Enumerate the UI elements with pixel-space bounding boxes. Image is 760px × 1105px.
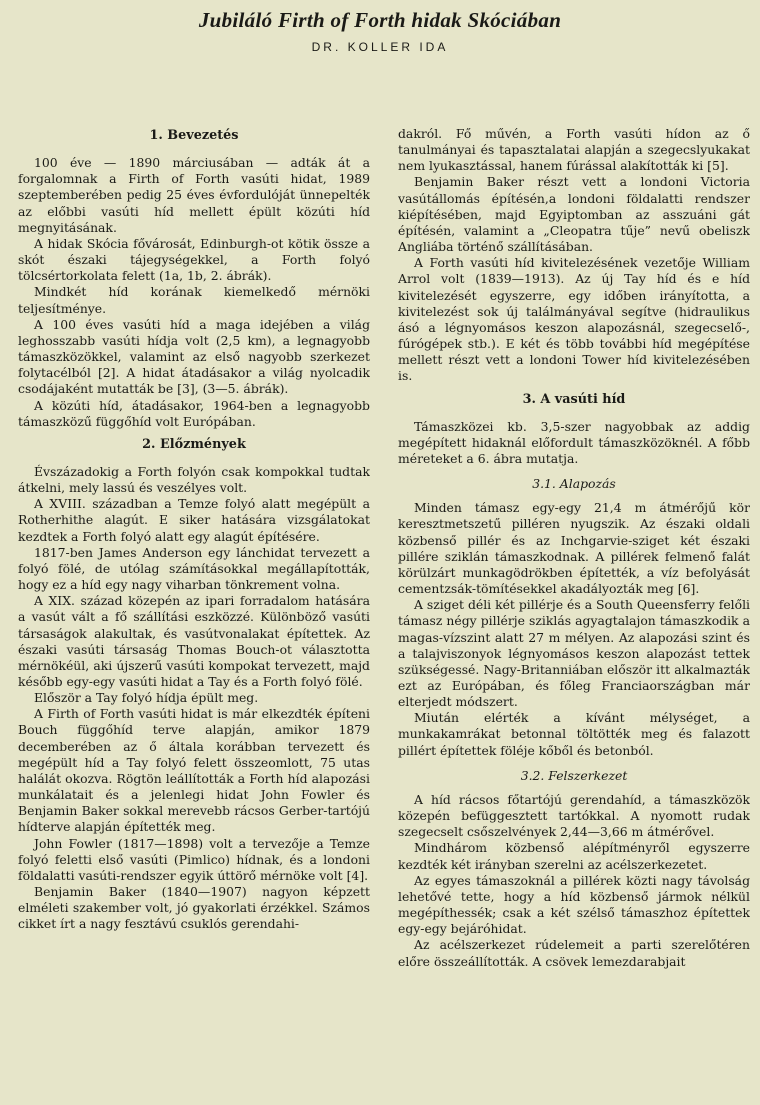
paragraph: A XIX. század közepén az ipari forradalom hatására a vasút vált a fő szállítási eszközzé. Különböző vasúti társaságok alakultak, és vasútvonalakat építettek. Az északi vasúti társaság Thomas Bouch-ot választotta mérnökéül, aki újszerű vasúti kompokat tervezett, majd később egy-egy vasúti hidat a Tay és a Forth folyó fölé.	[18, 593, 370, 689]
section-heading: 3. A vasúti híd	[522, 391, 626, 407]
left-column	[18, 128, 370, 1096]
paragraph: A XVIII. században a Temze folyó alatt megépült a Rotherhithe alagút. E siker hatására vizsgálatokat kezdtek a Forth folyó alatt egy alagút építésére.	[18, 496, 370, 544]
subsection-heading: 3.2. Felszerkezet	[520, 767, 628, 783]
paragraph: Támaszközei kb. 3,5-szer nagyobbak az addig megépített hidaknál előfordult támaszközöknél. A főbb méreteket a 6. ábra mutatja.	[398, 418, 750, 466]
section-heading: 2. Előzmények	[142, 436, 246, 452]
paragraph: Benjamin Baker részt vett a londoni Victoria vasútállomás építésén,a londoni földalatti rendszer kiépítésében, majd Egyiptomban az asszuáni gát építésén, valamint a „Cleopatra tűje” nevű obeliszk Angliába történő szállításában.	[398, 174, 750, 255]
paragraph: Évszázadokig a Forth folyón csak kompokkal tudtak átkelni, mely lassú és veszélyes volt.	[18, 463, 370, 496]
paragraph: A sziget déli két pillérje és a South Queensferry felőli támasz négy pillérje sziklás agyagtalajon támaszkodik a magas-vízszint alatt 27 m mélyen. Az alapozási szint és a talajviszonyok légnyomásos keszon alapozást tettek szükségessé. Nagy-Britanniában először itt alkalmazták ezt az Európában, és főleg Franciaországban már elterjedt módszert.	[398, 597, 750, 710]
paragraph: A közúti híd, átadásakor, 1964-ben a legnagyobb támaszközű függőhíd volt Európában.	[18, 397, 370, 429]
paragraph: Először a Tay folyó hídja épült meg.	[34, 690, 259, 706]
paragraph: 1817-ben James Anderson egy lánchidat tervezett a folyó fölé, de utólag számításokkal megállapították, hogy ez a híd egy nagy viharban tönkrement volna.	[18, 544, 370, 593]
paragraph: Mindkét híd korának kiemelkedő mérnöki teljesítménye.	[18, 284, 370, 316]
paragraph: Az egyes támaszoknál a pillérek közti nagy távolság lehetővé tette, hogy a híd közbenső jármok nélkül megépíthessék; csak a két szélső támaszhoz építettek egy-egy bejáróhidat.	[398, 872, 750, 937]
paragraph: John Fowler (1817—1898) volt a tervezője a Temze folyó feletti első vasúti (Pimlico) hídnak, és a londoni földalatti vasúti-rendszer egyik úttörő mérnöke volt [4].	[18, 835, 370, 883]
section-heading: 1. Bevezetés	[149, 128, 239, 143]
paragraph: Miután elérték a kívánt mélységet, a munkakamrákat betonnal töltötték meg és falazott pillért építettek föléje kőből és betonból.	[398, 710, 750, 758]
paragraph: Mindhárom közbenső alépítményről egyszerre kezdték két irányban szerelni az acélszerkezetet.	[398, 840, 750, 872]
article-title: Jubiláló Firth of Forth hidak Skóciában	[198, 8, 562, 32]
subsection-heading: 3.1. Alapozás	[532, 476, 616, 492]
paragraph: A Firth of Forth vasúti hidat is már elkezdték építeni Bouch függőhíd terve alapján, amikor 1879 decemberében az ő általa korábban tervezett és megépült híd a Tay folyó felett összeomlott, 75 utas halálát okozva. Rögtön leállították a Forth híd alapozási munkálatait és a jelenlegi hidat John Fowler és Benjamin Baker sokkal merevebb rácsos Gerber-tartójú hídterve alapján építették meg.	[18, 706, 370, 835]
paragraph: Minden támasz egy-egy 21,4 m átmérőjű kör keresztmetszetű pilléren nyugszik. Az északi oldali közbenső pillér és az Inchgarvie-sziget két északi pillére sziklán támaszkodnak. A pillérek felmenő falát körülzárt munkagödrökben építették, a víz befolyását cementzsák-tömítésekkel akadályozták meg [6].	[398, 500, 750, 597]
paragraph: 100 éve — 1890 márciusában — adták át a forgalomnak a Firth of Forth vasúti hidat, 1989 szeptemberében pedig 25 éves évfordulóját ünnepelték az előbbi vasúti híd mellett épült közúti híd megnyitásának.	[18, 155, 370, 235]
paragraph: A hidak Skócia fővárosát, Edinburgh-ot kötik össze a skót északi tájegységekkel, a Forth folyó tölcsértorkolata felett (1a, 1b, 2. ábrák).	[18, 235, 370, 284]
paragraph: Az acélszerkezet rúdelemeit a parti szerelőtéren előre összeállították. A csövek lemezdarabjait	[398, 937, 750, 969]
paragraph: dakról. Fő művén, a Forth vasúti hídon az ő tanulmányai és tapasztalatai alapján a szegecslyukakat nem lyukasztással, hanem fúrással alakították ki [5].	[398, 126, 750, 174]
article-author: DR. KOLLER IDA	[311, 40, 449, 54]
paragraph: Benjamin Baker (1840—1907) nagyon képzett elméleti szakember volt, jó gyakorlati érzékkel. Számos cikket írt a nagy fesztávú csuklós gerendahi-	[18, 884, 370, 932]
paragraph: A 100 éves vasúti híd a maga idejében a világ leghosszabb vasúti hídja volt (2,5 km), a legnagyobb támaszközökkel, valamint az első nagyobb szerkezet folytacélból [2]. A hidat átadásakor a világ nyolcadik csodájaként mutatták be [3], (3—5. ábrák).	[18, 316, 370, 397]
right-column	[398, 126, 750, 1094]
paragraph: A Forth vasúti híd kivitelezésének vezetője William Arrol volt (1839—1913). Az új Tay híd és e híd kivitelezését egyszerre, egy időben irányította, a kivitelezést sok új találmányával segítve (hidraulikus ásó a légnyomásos keszon alapozásnál, szegecselő-, fúrógépek stb.). E két és több további híd megépítése mellett részt vett a londoni Tower híd kivitelezésében is.	[398, 255, 750, 384]
paragraph: A híd rácsos főtartójú gerendahíd, a támaszközök közepén befüggesztett tartókkal. A nyomott rudak szegecselt csőszelvények 2,44—3,66 m átmérővel.	[398, 791, 750, 840]
